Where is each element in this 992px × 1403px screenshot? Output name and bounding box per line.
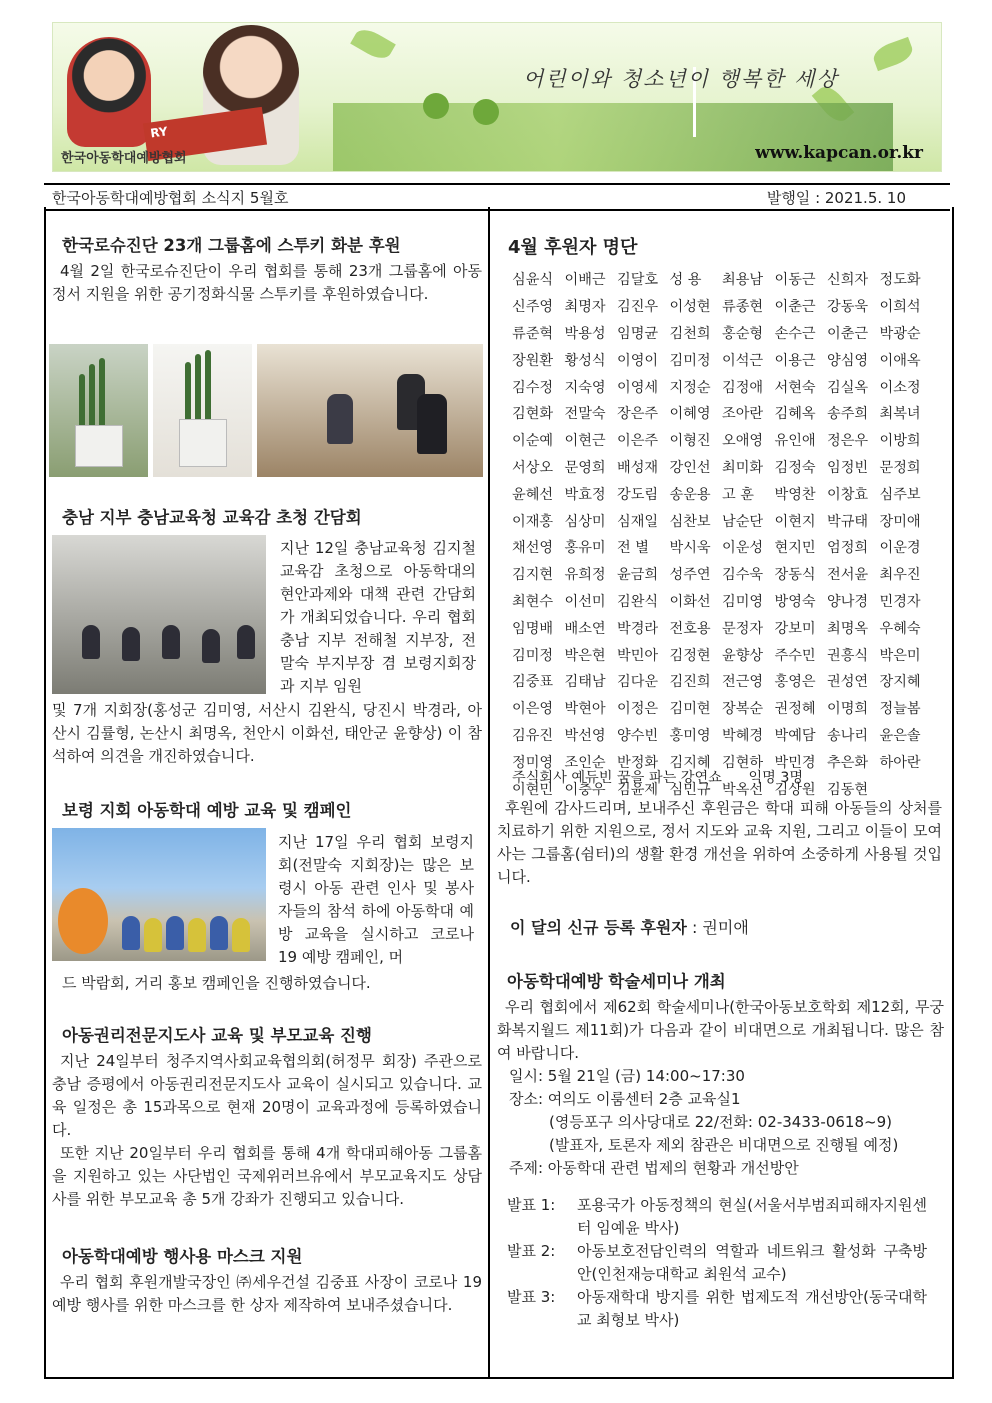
donor-name: 김진우 [617,299,659,316]
donor-name: 김동현 [827,781,869,798]
donor-name: 박은미 [879,647,921,664]
donor-name: 이정은 [617,701,659,718]
donor-name: 유인애 [774,433,816,450]
donor-name: 양수빈 [617,727,659,744]
donor-name: 박광순 [879,325,921,342]
article-title: 보령 지회 아동학대 예방 교육 및 캠페인 [62,801,352,820]
donor-name: 박민경 [774,754,816,771]
donor-name: 김중표 [512,674,554,691]
donor-name: 이형진 [669,433,711,450]
donor-name: 김미영 [722,593,764,610]
talk-label: 발표 1: [507,1196,556,1214]
donor-name: 김태남 [564,674,606,691]
talk-text: 포용국가 아동정책의 현실(서울서부범죄피해자지원센터 임예윤 박사) [577,1196,927,1237]
leaf-decoration [870,37,915,71]
donor-name: 김천희 [669,325,711,342]
leaf-decoration [350,24,396,63]
donor-name: 채선영 [512,540,554,557]
donor-name: 류종현 [722,299,764,316]
donor-row [512,588,932,615]
donor-name: 강동욱 [827,299,869,316]
donor-name: 이현근 [564,433,606,450]
seminar-place: 장소: 여의도 이룸센터 2층 교육실1 [509,1090,741,1108]
donor-name: 민경자 [879,593,921,610]
donor-name: 우혜숙 [879,620,921,637]
donor-row [512,641,932,668]
donor-name: 박규태 [827,513,869,530]
donor-name: 박효정 [564,486,606,503]
donor-name: 송나리 [827,727,869,744]
donor-name: 방영숙 [774,593,816,610]
donor-row [512,400,932,427]
donor-name: 장원환 [512,352,554,369]
donor-name: 문정희 [879,459,921,476]
donor-row [512,480,932,507]
donor-name: 심찬보 [669,513,711,530]
newsletter-title: 한국아동학대예방협회 소식지 5월호 [52,189,289,207]
donor-name: 김현화 [512,406,554,423]
seminar-note: (발표자, 토론자 제외 참관은 비대면으로 진행될 예정) [549,1136,899,1154]
donor-name: 서현숙 [774,379,816,396]
article-education [52,1022,482,1211]
donor-name: 김윤제 [617,781,659,798]
donor-name: 장동식 [774,567,816,584]
column-divider [488,207,490,1379]
person-image [122,627,140,661]
donor-name: 장복순 [722,701,764,718]
donor-name: 박선영 [564,727,606,744]
seminar-address: (영등포구 의사당대로 22/전화: 02-3433-0618~9) [549,1113,892,1131]
donor-name: 김미정 [512,647,554,664]
donor-row [512,454,932,481]
donor-name: 정늘봄 [879,701,921,718]
donor-name: 이창효 [827,486,869,503]
donor-name: 강도림 [617,486,659,503]
donor-name: 김미정 [669,352,711,369]
thanks-message: 후원에 감사드리며, 보내주신 후원금은 학대 피해 아동들의 상처를 치료하기 위한 지원으로, 정서 지도와 교육 지원, 그리고 이들이 모여 사는 그룹홈(쉼터)의 생활 환경 개선을 위하여 소중하게 사용될 것입니다. [497,799,942,886]
article-mask [52,1243,482,1317]
article-body: 지난 12일 충남교육청 김지철 교육감 초청으로 아동학대의 현안과제와 대책 관련 간담회가 개최되었습니다. 우리 협회 충남 지부 전해철 지부장, 전말숙 부지부장 겸 보령지회장과 지부 임원 [280,539,476,695]
article-title: 충남 지부 충남교육청 교육감 초청 간담회 [62,508,362,527]
donor-name: 추은화 [827,754,869,771]
talk-text: 아동보호전담인력의 역할과 네트워크 활성화 구축방안(인천재능대학교 최원석 교수) [577,1242,927,1283]
donor-name: 고 훈 [722,486,754,503]
donor-name: 이소정 [879,379,921,396]
donor-name: 오애영 [722,433,764,450]
donor-name: 문정자 [722,620,764,637]
seminar-title: 아동학대예방 학술세미나 개최 [507,972,726,991]
donor-name: 엄정희 [827,540,869,557]
new-donor-label: 이 달의 신규 등록 후원자 [510,918,687,937]
donor-name: 이애옥 [879,352,921,369]
donor-name: 이영이 [617,352,659,369]
person-image [327,394,353,444]
donor-name: 심주보 [879,486,921,503]
donor-name: 유희정 [564,567,606,584]
donor-name: 이순예 [512,433,554,450]
donor-name: 장지혜 [879,674,921,691]
person-image [188,918,206,952]
donor-name: 배소연 [564,620,606,637]
donor-name: 권정혜 [774,701,816,718]
donor-name: 손수근 [774,325,816,342]
donor-name: 박혜경 [722,727,764,744]
donor-name: 이은영 [512,701,554,718]
donor-name: 정도화 [879,272,921,289]
pot-image [179,419,227,467]
child-photo [67,37,151,147]
seminar-date: 일시: 5월 21일 (금) 14:00~17:30 [509,1067,745,1085]
donor-name: 이선미 [564,593,606,610]
donor-company: 주식회사 예듀빈 꿈을 파는 강연쇼 [512,770,722,786]
article-body: 드 박람회, 거리 홍보 캠페인을 진행하였습니다. [62,974,371,992]
donors-title: 4월 후원자 명단 [508,237,638,258]
seminar-body: 우리 협회에서 제62회 학술세미나(한국아동보호학회 제12회, 무궁화복지월드 제11회)가 다음과 같이 비대면으로 개최됩니다. 많은 참여 바랍니다. [497,998,944,1062]
donor-name: 임정빈 [827,459,869,476]
donor-name: 조인순 [564,754,606,771]
person-image [210,916,228,950]
donor-name: 최우진 [879,567,921,584]
donor-name: 최복녀 [879,406,921,423]
donor-name: 심윤식 [512,272,554,289]
donor-name: 윤은솔 [879,727,921,744]
meeting-photo [52,535,266,694]
issue-date: 발행일 : 2021.5. 10 [766,189,906,207]
donor-name: 이화선 [669,593,711,610]
donor-name: 홍유미 [564,540,606,557]
donor-name: 심재일 [617,513,659,530]
donor-name: 김혜옥 [774,406,816,423]
banner-slogan: 어린이와 청소년이 행복한 세상 [523,67,839,91]
talk-item [497,1240,944,1286]
stuckyi-photo-1 [49,344,148,477]
donor-name: 김달호 [617,272,659,289]
donor-name: 김지현 [512,567,554,584]
donor-name: 지숙영 [564,379,606,396]
donor-name: 박용성 [564,325,606,342]
donor-name: 김수정 [512,379,554,396]
donor-name: 심상미 [564,513,606,530]
org-logo: 한국아동학대예방협회 [61,151,187,166]
donor-row [512,266,932,293]
article-body: 및 7개 지회장(홍성군 김미영, 서산시 김완식, 당진시 박경라, 아산시 김률형, 논산시 최명옥, 천안시 이화선, 태안군 윤향상) 이 참석하여 의견을 개진하였습니다. [52,701,482,765]
donor-name: 윤혜선 [512,486,554,503]
donor-name: 이석근 [722,352,764,369]
seminar-topic: 주제: 아동학대 관련 법제의 현황과 개선방안 [509,1159,799,1177]
donor-name: 이현민 [512,781,554,798]
donor-name: 이은주 [617,433,659,450]
donor-row [512,320,932,347]
grouphome-visit-photo [257,344,483,477]
donor-row [512,507,932,534]
seminar-notice [497,968,944,1332]
donor-name: 권흥식 [827,647,869,664]
pot-image [75,425,123,467]
header-banner [52,22,942,172]
donor-extra [512,767,803,787]
donor-name: 남순단 [722,513,764,530]
donor-name: 이배근 [564,272,606,289]
donor-name: 이동근 [774,272,816,289]
donor-name: 김현하 [722,754,764,771]
donor-name: 반정화 [617,754,659,771]
website-link[interactable]: www.kapcan.or.kr [755,143,923,163]
donor-row [512,534,932,561]
donor-name: 박시욱 [669,540,711,557]
donor-name: 이재홍 [512,513,554,530]
person-image [166,916,184,950]
donor-name: 김정숙 [774,459,816,476]
donor-name: 이용근 [774,352,816,369]
donor-name: 신희자 [827,272,869,289]
person-image [162,625,180,659]
donor-name: 신주영 [512,299,554,316]
person-image [202,629,220,663]
donor-name: 심민규 [669,781,711,798]
donor-name: 현지민 [774,540,816,557]
donor-row [512,427,932,454]
donor-name: 강인선 [669,459,711,476]
donor-row [512,346,932,373]
donor-name: 이혜영 [669,406,711,423]
donor-name: 전말숙 [564,406,606,423]
tree-icon [473,99,499,125]
donor-name: 홍미영 [669,727,711,744]
donor-name: 윤금희 [617,567,659,584]
donor-name: 송주희 [827,406,869,423]
seminar-talks [497,1194,944,1332]
donor-name: 김정애 [722,379,764,396]
person-image [122,916,140,950]
article-title: 아동권리전문지도사 교육 및 부모교육 진행 [62,1026,372,1045]
donor-name: 박영찬 [774,486,816,503]
new-donor [510,915,749,938]
donor-name: 전서윤 [827,567,869,584]
tree-icon [423,93,449,119]
donor-name: 류준혁 [512,325,554,342]
donor-name: 김다운 [617,674,659,691]
donor-name: 김지혜 [669,754,711,771]
article-chungnam [52,504,482,528]
donor-name: 임명배 [512,620,554,637]
donor-name: 이운성 [722,540,764,557]
donor-name: 이희석 [879,299,921,316]
new-donor-name: 권미애 [702,918,749,937]
person-image [237,625,255,659]
article-body: 지난 24일부터 청주지역사회교육협의회(허정무 회장) 주관으로 충남 증평에서 아동권리전문지도사 교육이 실시되고 있습니다. 교육 일정은 총 15과목으로 현재 20명이 교육과정에 등록하였습니다. [52,1052,482,1139]
donor-row [512,373,932,400]
donor-name: 성주연 [669,567,711,584]
donor-name: 장미애 [879,513,921,530]
donor-name: 김정현 [669,647,711,664]
donor-row [512,614,932,641]
donor-name: 송운용 [669,486,711,503]
donor-name: 최명옥 [827,620,869,637]
donor-name: 조아란 [722,406,764,423]
donor-name: 김상원 [774,781,816,798]
donor-name: 최현수 [512,593,554,610]
donor-name: 양나경 [827,593,869,610]
donor-name: 박현아 [564,701,606,718]
donor-name: 정미영 [512,754,554,771]
article-boryeong [52,797,482,821]
donor-name: 이충우 [564,781,606,798]
donor-name: 이춘근 [827,325,869,342]
donor-name: 김실옥 [827,379,869,396]
article-body: 지난 17일 우리 협회 보령지회(전말숙 지회장)는 많은 보령시 아동 관련 인사 및 봉사자들의 참석 하에 아동학대 예방 교육을 실시하고 코로나 19 예방 캠페인, 머 [278,833,474,966]
donor-name: 이현지 [774,513,816,530]
donor-row [512,561,932,588]
donor-name: 주수민 [774,647,816,664]
donor-name: 황성식 [564,352,606,369]
talk-label: 발표 3: [507,1288,556,1306]
donor-row [512,695,932,722]
donor-row [512,722,932,749]
donor-name: 홍순형 [722,325,764,342]
article-body: 우리 협회 후원개발국장인 ㈜세우건설 김중표 사장이 코로나 19 예방 행사를 위한 마스크를 한 상자 제작하여 보내주셨습니다. [52,1273,482,1314]
donor-name: 이방희 [879,433,921,450]
donor-name: 김완식 [617,593,659,610]
donor-name: 박은현 [564,647,606,664]
person-image [82,625,100,659]
donor-name: 정은우 [827,433,869,450]
donor-name: 이영세 [617,379,659,396]
talk-item [497,1286,944,1332]
donor-name: 박민아 [617,647,659,664]
mascot-image [58,888,108,954]
donor-name: 강보미 [774,620,816,637]
donor-name: 김수욱 [722,567,764,584]
donor-name: 하아란 [879,754,921,771]
donor-name: 문영희 [564,459,606,476]
article-title: 아동학대예방 행사용 마스크 지원 [62,1247,303,1266]
donor-name: 최명자 [564,299,606,316]
donor-name: 이춘근 [774,299,816,316]
donor-name: 박옥선 [722,781,764,798]
donor-name: 서상오 [512,459,554,476]
donor-name: 장은주 [617,406,659,423]
donor-name: 이운경 [879,540,921,557]
donor-name: 김미현 [669,701,711,718]
donor-list [512,266,932,802]
stuckyi-photo-2 [153,344,252,477]
donor-row [512,293,932,320]
donor-name: 박예담 [774,727,816,744]
donor-name: 김진희 [669,674,711,691]
donor-name: 성 용 [669,272,702,289]
donor-name: 전 별 [617,540,649,557]
campaign-photo [52,828,266,961]
person-image [144,918,162,952]
donor-name: 권성연 [827,674,869,691]
donor-name: 배성재 [617,459,659,476]
donor-name: 박경라 [617,620,659,637]
donor-name: 최미화 [722,459,764,476]
person-image [232,918,250,952]
talk-label: 발표 2: [507,1242,556,1260]
talk-text: 아동재학대 방지를 위한 법제도적 개선방안(동국대학교 최형보 박사) [577,1288,927,1329]
donor-anonymous: 익명 3명 [748,770,804,786]
donor-name: 양심영 [827,352,869,369]
talk-item [497,1194,944,1240]
donor-name: 전호용 [669,620,711,637]
donor-name: 최용남 [722,272,764,289]
person-image [417,394,447,454]
new-donor-separator: : [691,918,698,937]
donor-name: 임명균 [617,325,659,342]
donor-name: 지정순 [669,379,711,396]
donor-name: 김유진 [512,727,554,744]
shirt-text: RY [149,124,169,141]
donor-name: 이명희 [827,701,869,718]
article-title: 한국로슈진단 23개 그룹홈에 스투키 화분 후원 [62,236,401,255]
donor-name: 전근영 [722,674,764,691]
article-body: 4월 2일 한국로슈진단이 우리 협회를 통해 23개 그룹홈에 아동 정서 지원을 위한 공기정화식물 스투키를 후원하였습니다. [52,262,482,303]
donor-row [512,668,932,695]
donor-name: 윤향상 [722,647,764,664]
article-roche [52,232,482,306]
donor-name: 홍영은 [774,674,816,691]
donor-name: 이성현 [669,299,711,316]
article-body: 또한 지난 20일부터 우리 협회를 통해 4개 학대피해아동 그룹홈을 지원하고 있는 사단법인 국제위러브유에서 부모교육지도 상담사를 위한 부모교육 총 5개 강좌가 진행되고 있습니다. [52,1144,482,1208]
